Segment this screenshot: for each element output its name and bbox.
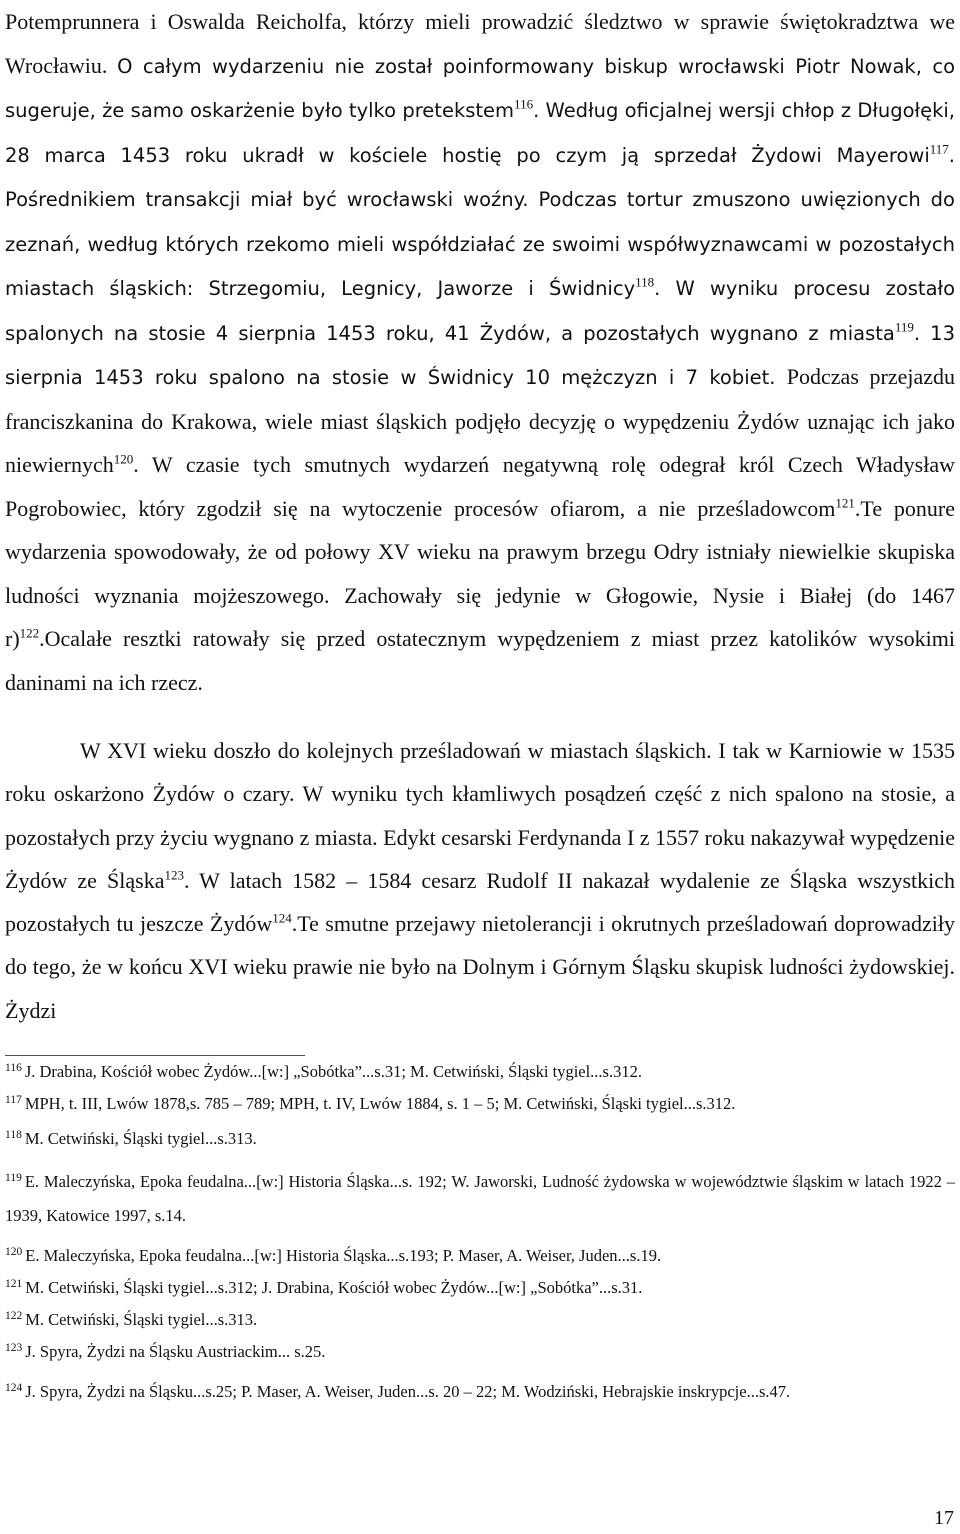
footnote-reference: 122 bbox=[19, 625, 40, 641]
text-segment: . Według oficjalnej wersji chłop z Długołęki, 28 marca 1453 roku ukradł w kościele hostię po czym ją sprzedał Żydowi Mayerowi bbox=[5, 99, 956, 167]
body-paragraph-2 bbox=[5, 729, 955, 1032]
footnote-text: J. Spyra, Żydzi na Śląsku Austriackim... s.25. bbox=[25, 1342, 326, 1361]
paragraph-text bbox=[5, 0, 955, 704]
footnote-reference: 119 bbox=[894, 319, 914, 335]
text-segment: Potemprunnera i Oswalda Reicholfa, którzy mieli prowadzić śledztwo w sprawie świętokradztwa we Wrocławiu. bbox=[5, 9, 955, 78]
footnote-separator bbox=[5, 1055, 305, 1056]
text-segment: .Te ponure wydarzenia spowodowały, że od połowy XV wieku na prawym brzegu Odry istniały niewielkie skupiska ludności wyznania mojżeszowego. Zachowały się jedynie w Głogowie, Nysie i Białej (do 1467 r) bbox=[5, 495, 955, 651]
text-segment: W XVI wieku doszło do kolejnych prześladowań w miastach śląskich. I tak w Karniowie w 1535 roku oskarżono Żydów o czary. W wyniku tych kłamliwych posądzeń część z nich spalono na stosie, a pozostałych przy życiu wygnano z miasta. Edykt cesarski Ferdynanda I z 1557 roku nakazywał wypędzenie Żydów ze Śląska bbox=[5, 738, 955, 893]
footnote-text: M. Cetwiński, Śląski tygiel...s.313. bbox=[25, 1310, 258, 1329]
footnote-reference: 116 bbox=[514, 96, 534, 112]
footnote-120 bbox=[5, 1247, 955, 1265]
footnote-number: 119 bbox=[5, 1171, 22, 1184]
text-segment: . 13 sierpnia 1453 roku spalono na stosie w Świdnicy 10 mężczyzn i 7 kobiet. bbox=[5, 321, 955, 389]
footnote-reference: 118 bbox=[635, 274, 655, 290]
footnote-reference: 123 bbox=[164, 867, 184, 883]
footnote-121 bbox=[5, 1279, 955, 1297]
footnote-text: E. Maleczyńska, Epoka feudalna...[w:] Historia Śląska...s.193; P. Maser, A. Weiser, Juden...s.19. bbox=[25, 1246, 662, 1265]
footnote-number: 122 bbox=[5, 1309, 23, 1322]
footnote-reference: 121 bbox=[835, 495, 855, 511]
footnote-116 bbox=[5, 1063, 955, 1081]
footnotes-section bbox=[5, 1063, 955, 1409]
body-paragraph-1 bbox=[5, 0, 955, 704]
page-number: 17 bbox=[934, 1507, 954, 1529]
footnote-number: 124 bbox=[5, 1381, 23, 1394]
footnote-122 bbox=[5, 1311, 955, 1329]
footnote-text: J. Drabina, Kościół wobec Żydów...[w:] „Sobótka”...s.31; M. Cetwiński, Śląski tygiel...s.312. bbox=[24, 1062, 642, 1081]
paragraph-text bbox=[5, 729, 955, 1032]
footnote-reference: 124 bbox=[272, 910, 292, 926]
text-segment: . W latach 1582 – 1584 cesarz Rudolf II nakazał wydalenie ze Śląska wszystkich pozostałych tu jeszcze Żydów bbox=[5, 867, 955, 937]
footnote-text: J. Spyra, Żydzi na Śląsku...s.25; P. Maser, A. Weiser, Juden...s. 20 – 22; M. Wodziński, Hebrajskie inskrypcje...s.47. bbox=[25, 1382, 791, 1401]
footnote-number: 116 bbox=[5, 1061, 22, 1074]
footnote-number: 123 bbox=[5, 1341, 23, 1354]
footnote-118 bbox=[5, 1130, 955, 1148]
footnote-123 bbox=[5, 1343, 955, 1361]
footnote-119 bbox=[5, 1165, 955, 1233]
footnote-text: M. Cetwiński, Śląski tygiel...s.313. bbox=[24, 1129, 257, 1148]
footnote-text: MPH, t. III, Lwów 1878,s. 785 – 789; MPH, t. IV, Lwów 1884, s. 1 – 5; M. Cetwiński, Śląski tygiel...s.312. bbox=[24, 1094, 736, 1113]
footnote-text: E. Maleczyńska, Epoka feudalna...[w:] Historia Śląska...s. 192; W. Jaworski, Ludność żydowska w województwie śląskim w latach 1922 – 1939, Katowice 1997, s.14. bbox=[5, 1172, 955, 1225]
text-segment: . W wyniku procesu zostało spalonych na stosie 4 sierpnia 1453 roku, 41 Żydów, a pozostałych wygnano z miasta bbox=[5, 277, 955, 345]
footnote-number: 120 bbox=[5, 1245, 23, 1258]
footnote-reference: 117 bbox=[929, 141, 949, 157]
text-segment: .Te smutne przejawy nietolerancji i okrutnych prześladowań doprowadziły do tego, że w końcu XVI wieku prawie nie było na Dolnym i Górnym Śląsku skupisk ludności żydowskiej. Żydzi bbox=[5, 911, 956, 1023]
footnote-number: 121 bbox=[5, 1277, 23, 1290]
footnote-text: M. Cetwiński, Śląski tygiel...s.312; J. Drabina, Kościół wobec Żydów...[w:] „Sobótka”...s.31. bbox=[25, 1278, 643, 1297]
footnote-reference: 120 bbox=[113, 451, 134, 467]
footnote-number: 117 bbox=[5, 1093, 22, 1106]
text-segment: . W czasie tych smutnych wydarzeń negatywną rolę odegrał król Czech Władysław Pogrobowiec, który zgodził się na wytoczenie procesów ofiarom, a nie prześladowcom bbox=[5, 452, 955, 521]
footnote-117 bbox=[5, 1095, 955, 1113]
text-segment: .Ocalałe resztki ratowały się przed ostatecznym wypędzeniem z miast przez katolików wysokimi daninami na ich rzecz. bbox=[5, 626, 955, 695]
footnote-number: 118 bbox=[5, 1128, 22, 1141]
text-segment: Podczas przejazdu franciszkanina do Krakowa, wiele miast śląskich podjęło decyzję o wypędzeniu Żydów uznając ich jako niewiernych bbox=[5, 364, 955, 477]
text-segment: O całym wydarzeniu nie został poinformowany biskup wrocławski Piotr Nowak, co sugeruje, że samo oskarżenie było tylko pretekstem bbox=[5, 54, 956, 122]
footnote-124 bbox=[5, 1375, 955, 1409]
text-segment: . Pośrednikiem transakcji miał być wrocławski woźny. Podczas tortur zmuszono uwięzionych do zeznań, według których rzekomo mieli współdziałać ze swoimi współwyznawcami w pozostałych miastach śląskich: Strzegomiu, Legnicy, Jaworze i Świdnicy bbox=[5, 143, 955, 300]
